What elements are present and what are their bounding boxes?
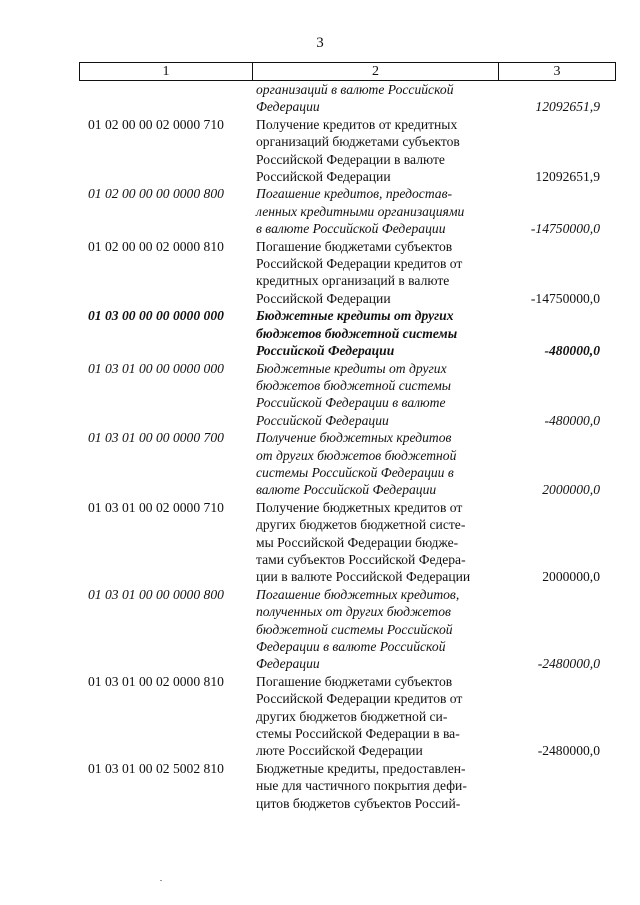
description-line: Российской Федерации кредитов от: [256, 256, 463, 272]
description-line: Погашение кредитов, предостав-: [256, 186, 453, 202]
budget-code: 01 03 01 00 00 0000 000: [88, 360, 224, 376]
description-line: Федерации в валюте Российской: [256, 639, 446, 654]
page-number: 3: [316, 35, 324, 51]
description-line: цитов бюджетов субъектов Россий-: [256, 795, 461, 811]
description-line: Получение кредитов от кредитных: [256, 116, 458, 132]
budget-amount: 12092651,9: [535, 99, 600, 115]
budget-description: [256, 307, 496, 359]
budget-code: 01 02 00 00 00 0000 800: [88, 186, 224, 202]
budget-description: [256, 116, 496, 186]
table-row: [0, 238, 640, 308]
description-line: кредитных организаций в валюте: [256, 273, 450, 289]
description-line: других бюджетов бюджетной систе-: [256, 517, 466, 533]
description-line: в валюте Российской Федерации: [256, 221, 446, 237]
table-row: [0, 116, 640, 186]
budget-amount: 2000000,0: [542, 482, 600, 498]
description-line: системы Российской Федерации в: [256, 464, 454, 480]
budget-code: 01 03 01 00 02 0000 710: [88, 499, 224, 515]
description-line: Российской Федерации кредитов от: [256, 691, 463, 707]
description-line: люте Российской Федерации: [256, 743, 423, 759]
table-row: [0, 360, 640, 430]
table-row: [0, 185, 640, 237]
budget-description: [256, 673, 496, 760]
description-line: Российской Федерации в валюте: [256, 151, 445, 167]
header-col-1: 1: [80, 63, 253, 80]
budget-description: [256, 360, 496, 430]
description-line: Российской Федерации: [256, 169, 391, 185]
budget-code: 01 02 00 00 02 0000 710: [88, 116, 224, 132]
description-line: Погашение бюджетных кредитов,: [256, 586, 460, 602]
description-line: Российской Федерации: [256, 343, 395, 359]
budget-description: [256, 185, 496, 237]
description-line: Федерации: [256, 656, 320, 672]
description-line: Бюджетные кредиты, предоставлен-: [256, 760, 466, 776]
budget-description: [256, 429, 496, 499]
description-line: стемы Российской Федерации в ва-: [256, 726, 460, 742]
description-line: Получение бюджетных кредитов от: [256, 499, 463, 515]
description-line: ленных кредитными организациями: [256, 203, 465, 219]
scan-artifact: [160, 880, 162, 881]
table-row: [0, 499, 640, 586]
description-line: Бюджетные кредиты от других: [256, 360, 447, 376]
budget-amount: 2000000,0: [542, 569, 600, 585]
budget-description: [256, 238, 496, 308]
description-line: Российской Федерации: [256, 412, 389, 428]
budget-code: 01 03 01 00 02 5002 810: [88, 760, 224, 776]
description-line: ные для частичного покрытия дефи-: [256, 778, 467, 794]
budget-amount: -2480000,0: [537, 743, 600, 759]
budget-code: 01 03 01 00 00 0000 800: [88, 586, 224, 602]
budget-description: [256, 499, 496, 586]
budget-description: [256, 760, 496, 812]
description-line: бюджетов бюджетной системы: [256, 377, 451, 393]
description-line: Погашение бюджетами субъектов: [256, 673, 453, 689]
budget-code: 01 03 01 00 02 0000 810: [88, 673, 224, 689]
budget-amount: -14750000,0: [530, 221, 600, 237]
budget-amount: -2480000,0: [537, 656, 600, 672]
description-line: других бюджетов бюджетной си-: [256, 708, 448, 724]
header-col-3: 3: [553, 64, 561, 79]
budget-table-body: [0, 81, 640, 812]
description-line: организаций в валюте Российской: [256, 82, 454, 97]
description-line: мы Российской Федерации бюдже-: [256, 534, 459, 550]
description-line: полученных от других бюджетов: [256, 604, 451, 620]
description-line: валюте Российской Федерации: [256, 482, 437, 498]
table-row: [0, 760, 640, 812]
description-line: тами субъектов Российской Федера-: [256, 551, 466, 567]
table-row: [0, 81, 640, 116]
description-line: бюджетов бюджетной системы: [256, 325, 458, 341]
budget-description: [256, 586, 496, 673]
description-line: Федерации: [256, 99, 320, 115]
budget-code: 01 03 00 00 00 0000 000: [88, 308, 224, 324]
description-line: организаций бюджетами субъектов: [256, 134, 460, 150]
budget-amount: 12092651,9: [535, 169, 600, 185]
budget-amount: -14750000,0: [530, 290, 600, 306]
table-row: [0, 586, 640, 673]
table-row: [0, 673, 640, 760]
description-line: бюджетной системы Российской: [256, 621, 453, 637]
description-line: Российской Федерации: [256, 290, 391, 306]
description-line: Бюджетные кредиты от других: [256, 308, 454, 324]
table-header: [79, 62, 616, 81]
budget-amount: -480000,0: [544, 412, 600, 428]
table-row: [0, 429, 640, 499]
budget-description: [256, 81, 496, 116]
description-line: Российской Федерации в валюте: [256, 395, 446, 411]
budget-amount: -480000,0: [544, 343, 600, 359]
header-col-2: 2: [253, 63, 499, 80]
description-line: ции в валюте Российской Федерации: [256, 569, 471, 585]
description-line: от других бюджетов бюджетной: [256, 447, 457, 463]
budget-code: 01 03 01 00 00 0000 700: [88, 430, 224, 446]
description-line: Погашение бюджетами субъектов: [256, 238, 453, 254]
table-row: [0, 307, 640, 359]
budget-code: 01 02 00 00 02 0000 810: [88, 238, 224, 254]
description-line: Получение бюджетных кредитов: [256, 430, 452, 446]
